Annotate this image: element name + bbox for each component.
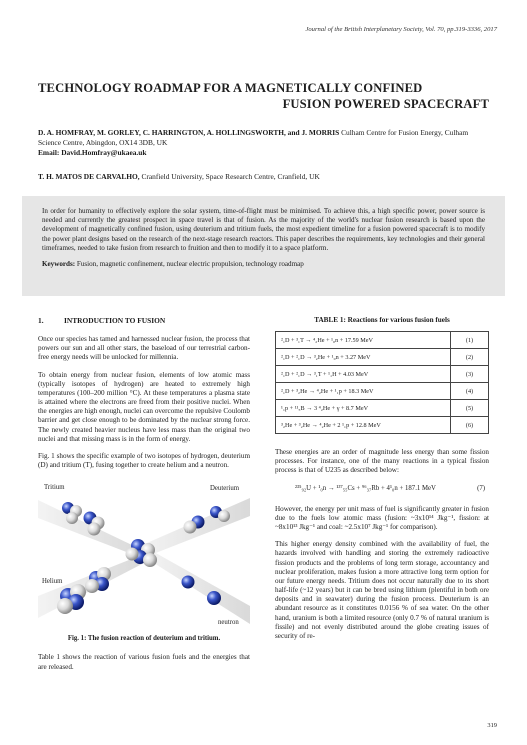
reaction-cell: ²₁D + ³₁T → ⁴₂He + ¹₀n + 17.59 MeV bbox=[276, 332, 451, 349]
right-column bbox=[275, 316, 489, 649]
journal-citation: Journal of the British Interplanetary Society, Vol. 70, pp.319-3336, 2017 bbox=[305, 26, 497, 33]
table-row bbox=[276, 366, 489, 383]
left-column bbox=[38, 316, 250, 680]
reaction-cell: ¹₁p + ¹¹₅B → 3 ⁴₂He + γ + 8.7 MeV bbox=[276, 400, 451, 417]
paragraph: However, the energy per unit mass of fuel is significantly greater in fusion due to the fuels low atomic mass (fusion: ~3x10¹⁴ Jkg⁻¹, fission: at ~8x10¹³ Jkg⁻¹ and coal: ~2.5x10⁷ Jkg⁻¹ for comparison). bbox=[275, 504, 489, 532]
reaction-number: (3) bbox=[451, 366, 489, 383]
paragraph: To obtain energy from nuclear fusion, elements of low atomic mass (typically isotopes of hydrogen) are heated to extremely high temperatures (100–200 million °C). At these temperatures a plasma state is attained where the electrons are freed from their positive nuclei. When the energies are high enough, nuclei can overcome the repulsive Coulomb barrier and get close enough to be dominated by the nuclear strong force. The newly created heavier nucleus have less mass than the original two nuclei and that missing mass is in the form of energy. bbox=[38, 370, 250, 443]
equation-7 bbox=[275, 484, 489, 493]
label-tritium: Tritium bbox=[44, 484, 65, 492]
abstract-box bbox=[22, 196, 505, 296]
table-row bbox=[276, 383, 489, 400]
label-neutron: neutron bbox=[218, 619, 239, 627]
reaction-number: (6) bbox=[451, 417, 489, 434]
reaction-number: (1) bbox=[451, 332, 489, 349]
equation-body: ²³⁵₉₂U + ¹₀n → ¹³⁷₅₅Cs + ⁹⁶₃₇Rb + 4¹₀n + 187.1 MeV bbox=[295, 484, 436, 492]
table-row bbox=[276, 417, 489, 434]
table-row bbox=[276, 332, 489, 349]
reaction-number: (5) bbox=[451, 400, 489, 417]
keywords-label: Keywords: bbox=[42, 260, 76, 269]
table-row bbox=[276, 400, 489, 417]
section-heading bbox=[38, 316, 250, 325]
paragraph: These energies are an order of magnitude less energy than some fission processes. For instance, one of the many reactions in a typical fission process is that of U235 as described below: bbox=[275, 448, 489, 475]
section-number: 1. bbox=[38, 316, 44, 325]
equation-number: (7) bbox=[477, 484, 485, 492]
label-deuterium: Deuterium bbox=[210, 485, 240, 493]
label-helium: Helium bbox=[42, 578, 63, 586]
paragraph: Once our species has tamed and harnessed nuclear fusion, the process that powers our sun and all other stars, the baseload of our terrestrial carbon-free energy needs will be unlocked for millennia. bbox=[38, 335, 250, 362]
paragraph: This higher energy density combined with the availability of fuel, the hazards involved with handling and storing the extremely radioactive fission products and the problems of long term storage, accountancy and nuclear proliferation, makes fusion a more attractive long term option for our future energy needs. Tritium does not occur naturally due to its short half-life (~12 years) but it can be bred using lithium (plentiful in both ore deposits and in seawater) during the fusion process. Deuterium is an abundant resource as it constitutes 0.0156 % of sea water. On the other hand, uranium is both a limited resource (only 0.7 % of natural uranium is fissile) and not evenly distributed around the globe creating issues of security of re- bbox=[275, 540, 489, 640]
keywords-list: Fusion, magnetic confinement, nuclear electric propulsion, technology roadmap bbox=[75, 260, 304, 269]
title-line-2: FUSION POWERED SPACECRAFT bbox=[282, 97, 489, 111]
abstract-text: In order for humanity to effectively explore the solar system, time-of-flight must be minimised. To achieve this, a high specific power, power source is needed and currently the greatest prospect in space travel is that of fusion. As the majority of the world's nuclear fusion research is based upon the development of magnetically confined fusion, using deuterium and tritium fuels, the most expedient timeline for a fusion powered spacecraft is to modify the power plant designs based on the research of the next-stage research reactors. This paper describes the requirements, key technologies and their general timeframes, needed to take fusion from research to fruition and then to modify it to a space platform. bbox=[42, 207, 485, 252]
author-email: Email: David.Homfray@ukaea.uk bbox=[38, 148, 147, 157]
paper-title bbox=[38, 80, 489, 112]
paragraph: Fig. 1 shows the specific example of two isotopes of hydrogen, deuterium (D) and tritium (T), fusing together to create helium and a neutron. bbox=[38, 451, 250, 470]
keywords bbox=[42, 260, 485, 269]
reaction-number: (4) bbox=[451, 383, 489, 400]
section-title: INTRODUCTION TO FUSION bbox=[64, 316, 166, 325]
figure-1 bbox=[38, 478, 250, 628]
table-caption: TABLE 1: Reactions for various fusion fuels bbox=[314, 316, 450, 324]
reaction-number: (2) bbox=[451, 349, 489, 366]
table-row bbox=[276, 349, 489, 366]
reactions-table bbox=[275, 331, 489, 434]
affiliation-2: Cranfield University, Space Research Centre, Cranfield, UK bbox=[139, 172, 320, 181]
paragraph: Table 1 shows the reaction of various fusion fuels and the energies that are released. bbox=[38, 653, 250, 671]
author-block-1 bbox=[38, 128, 489, 158]
affiliation-1: Culham Centre for Fusion Energy, Culham Science Centre, Abingdon, OX14 3DB, UK bbox=[38, 128, 469, 147]
author-block-2 bbox=[38, 172, 489, 182]
author-names-2: T. H. MATOS DE CARVALHO, bbox=[38, 172, 140, 181]
page-number: 319 bbox=[487, 722, 497, 729]
reaction-cell: ²₁D + ²₁D → ³₁T + ¹₁H + 4.03 MeV bbox=[276, 366, 451, 383]
reaction-cell: ²₁D + ³₂He → ⁴₂He + ¹₁p + 18.3 MeV bbox=[276, 383, 451, 400]
figure-caption: Fig. 1: The fusion reaction of deuterium and tritium. bbox=[67, 635, 221, 643]
reaction-cell: ²₁D + ²₁D → ³₂He + ¹₀n + 3.27 MeV bbox=[276, 349, 451, 366]
title-line-1: TECHNOLOGY ROADMAP FOR A MAGNETICALLY CONFINED bbox=[38, 81, 423, 95]
author-names-1: D. A. HOMFRAY, M. GORLEY, C. HARRINGTON, A. HOLLINGSWORTH, and J. MORRIS bbox=[38, 128, 340, 137]
fusion-reaction-illustration bbox=[38, 478, 250, 628]
reaction-cell: ³₂He + ³₂He → ⁴₂He + 2 ¹₁p + 12.8 MeV bbox=[276, 417, 451, 434]
